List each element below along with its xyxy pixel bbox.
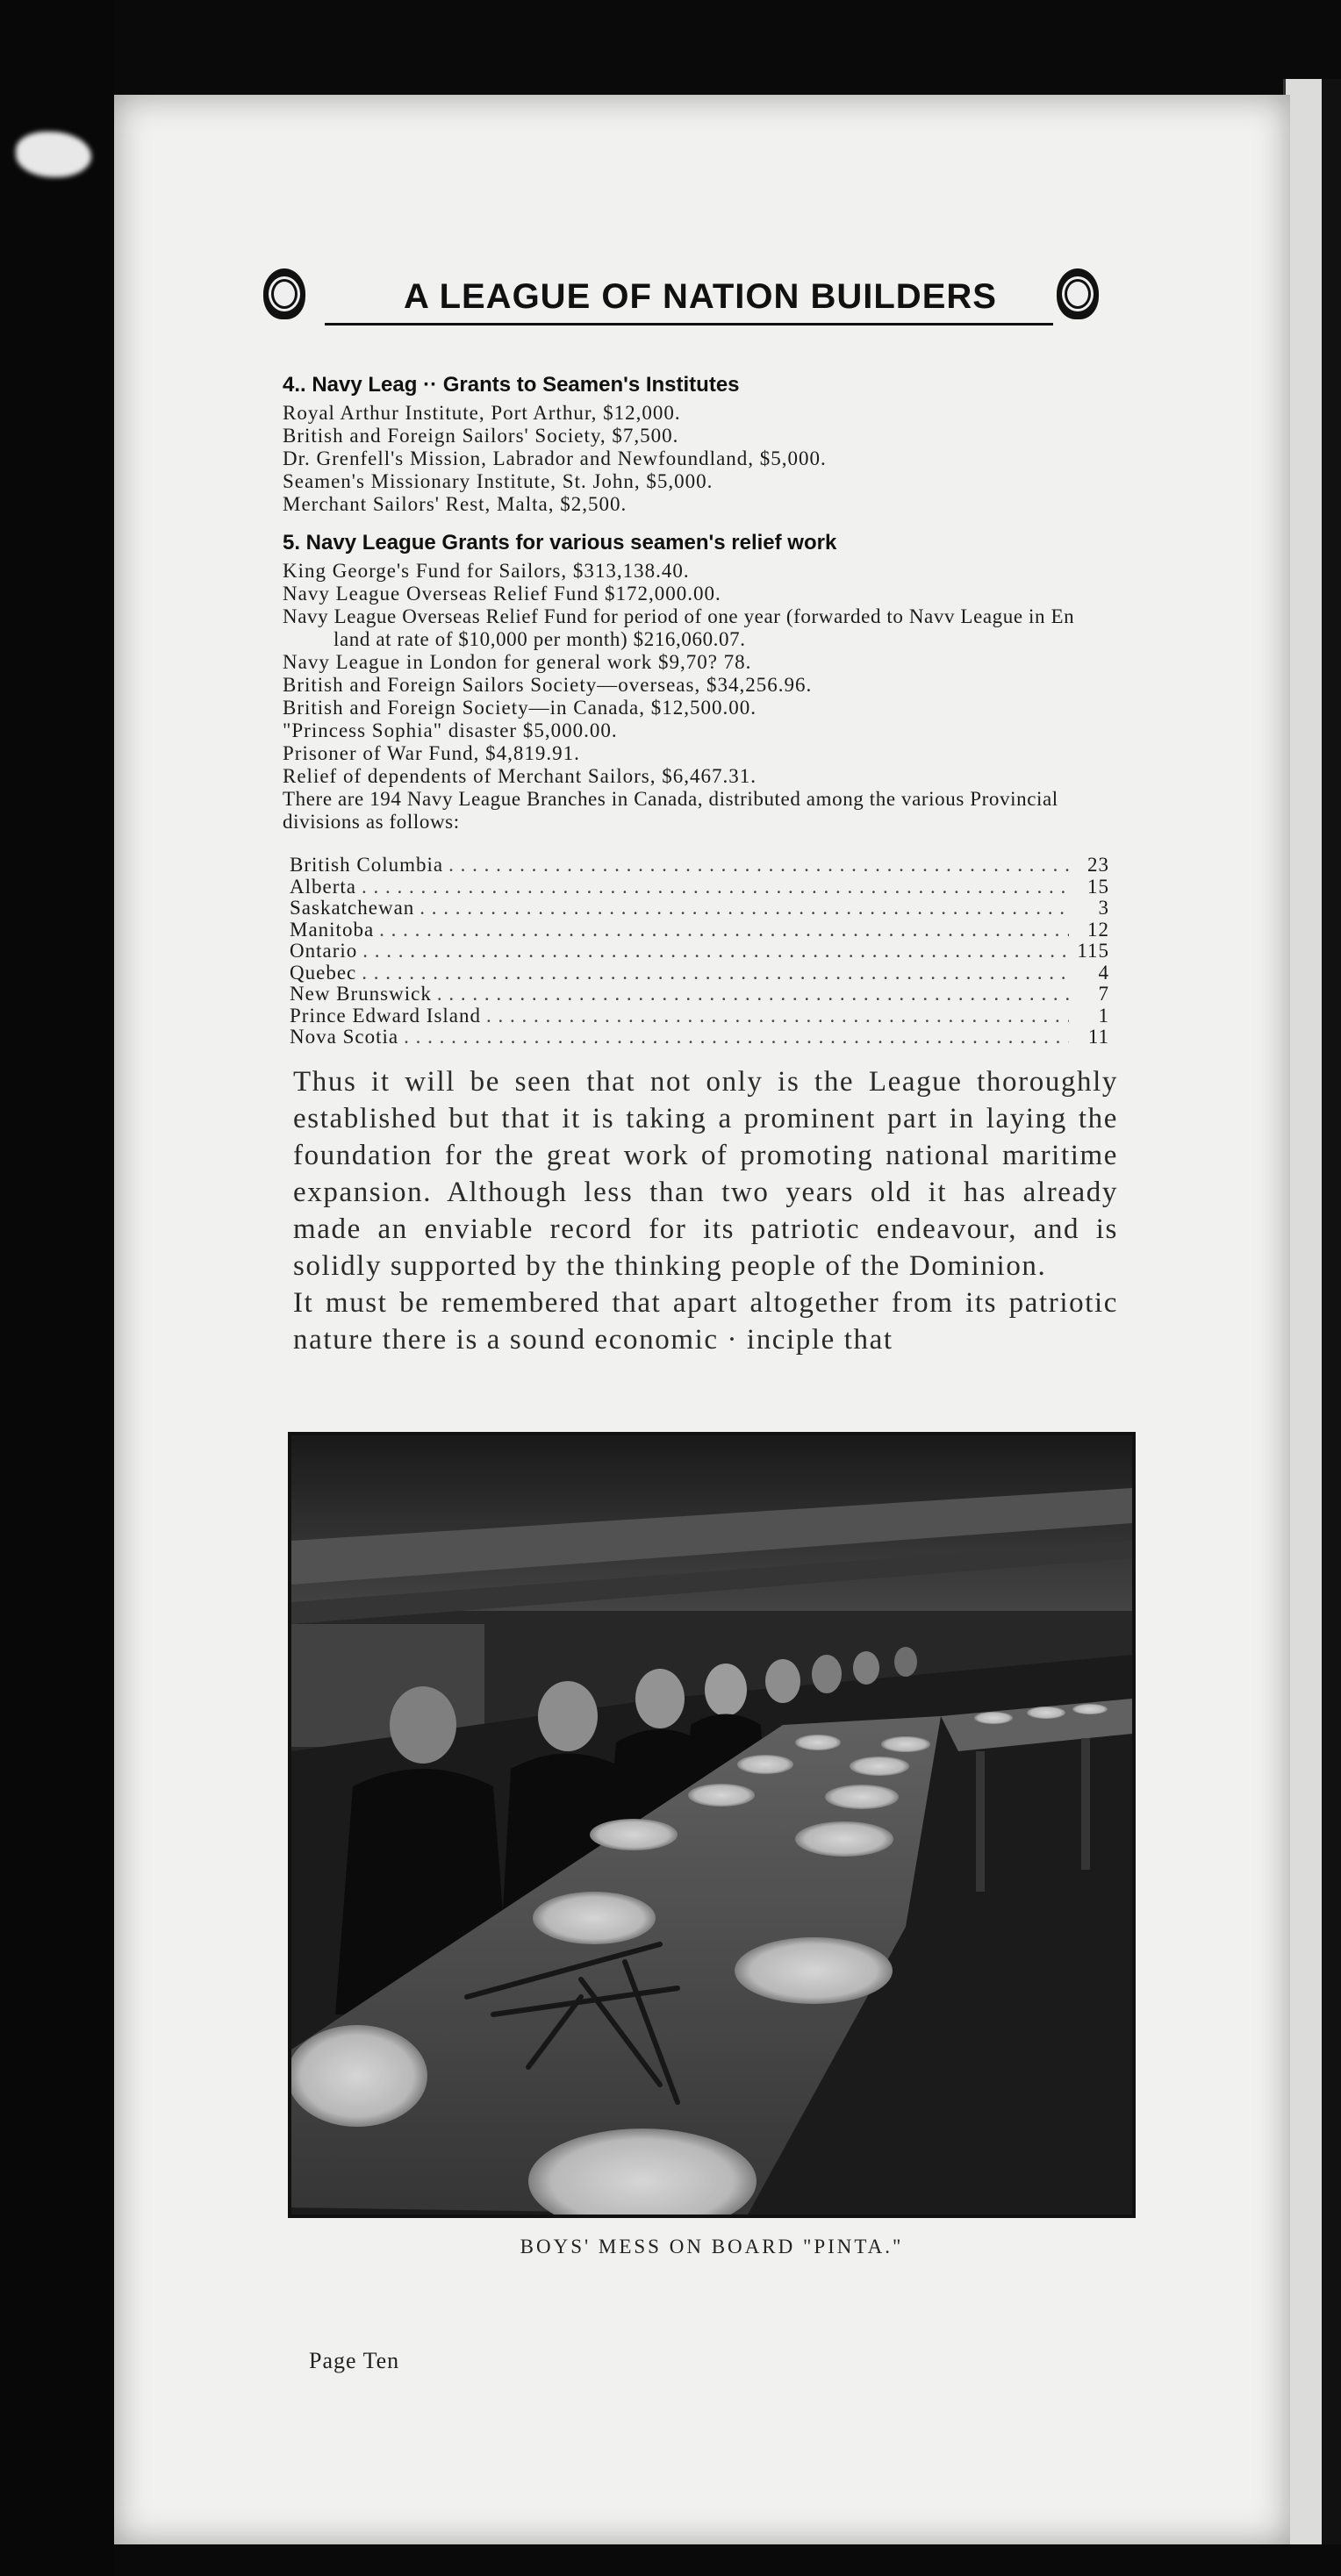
relief-line: Relief of dependents of Merchant Sailors, $6,467.31. xyxy=(283,765,757,787)
grant-line: Royal Arthur Institute, Port Arthur, $12,000. xyxy=(283,402,681,424)
branch-count: 115 xyxy=(1077,940,1109,962)
branch-count: 15 xyxy=(1087,875,1109,898)
body-paragraph: It must be remembered that apart altogether from its patriotic nature there is a sound economic · inciple that xyxy=(293,1287,1118,1356)
scan-background-right xyxy=(1322,79,1341,2576)
relief-line: "Princess Sophia" disaster $5,000.00. xyxy=(283,719,618,741)
province-name: Alberta xyxy=(290,875,356,898)
scan-background-bottom xyxy=(114,2544,1341,2576)
province-row xyxy=(290,1027,1109,1048)
province-name: Ontario xyxy=(290,940,358,962)
relief-line: Navy League Overseas Relief Fund for period of one year (forwarded to Navv League in En land at rate of $10,000 per month) $216,060.07. xyxy=(283,605,1075,650)
province-name: Nova Scotia xyxy=(290,1026,399,1048)
body-text xyxy=(293,1063,1118,1358)
province-name: Quebec xyxy=(290,961,357,984)
branch-count: 11 xyxy=(1087,1026,1109,1048)
mess-hall-photo xyxy=(291,1435,1132,2215)
branch-count: 23 xyxy=(1087,854,1109,876)
leader-dots xyxy=(437,984,1069,1005)
section-5-heading: 5. Navy League Grants for various seamen's relief work xyxy=(283,531,837,555)
province-name: Saskatchewan xyxy=(290,897,415,919)
leader-dots xyxy=(486,1005,1069,1027)
leader-dots xyxy=(448,855,1069,877)
grant-line: Seamen's Missionary Institute, St. John, $5,000. xyxy=(283,470,714,492)
branch-count: 4 xyxy=(1098,961,1109,984)
leader-dots xyxy=(362,962,1069,984)
province-row xyxy=(290,941,1109,962)
branch-count: 12 xyxy=(1087,918,1109,941)
province-name: Prince Edward Island xyxy=(290,1004,481,1027)
province-row xyxy=(290,855,1109,877)
relief-line: British and Foreign Sailors Society—overseas, $34,256.96. xyxy=(283,674,813,696)
section-4 xyxy=(283,372,1108,516)
branch-count: 3 xyxy=(1098,897,1109,919)
grant-line: British and Foreign Sailors' Society, $7,500. xyxy=(283,425,679,447)
section-4-heading: 4.. Navy Leag ·· Grants to Seamen's Institutes xyxy=(283,373,740,397)
province-row xyxy=(290,877,1109,898)
leader-dots xyxy=(379,919,1069,941)
province-row xyxy=(290,898,1109,919)
crest-icon xyxy=(1057,268,1099,319)
province-list xyxy=(290,855,1109,1048)
relief-line: British and Foreign Society—in Canada, $12,500.00. xyxy=(283,697,757,719)
crest-icon xyxy=(263,268,305,319)
photograph xyxy=(288,1432,1136,2218)
relief-line: Navy League Overseas Relief Fund $172,000.00. xyxy=(283,583,721,605)
photo-caption: BOYS' MESS ON BOARD "PINTA." xyxy=(520,2236,904,2258)
relief-line: Prisoner of War Fund, $4,819.91. xyxy=(283,742,580,764)
branch-count: 1 xyxy=(1098,1004,1109,1027)
province-row xyxy=(290,962,1109,984)
leader-dots xyxy=(420,898,1069,919)
leader-dots xyxy=(362,941,1069,962)
body-paragraph: Thus it will be seen that not only is the League thoroughly established but that it is taking a prominent part in laying the foundation for the great work of promoting national maritime expansion. Although less than two years old it has already made an enviable record for its patriotic endeavour, and is solidly supported by the thinking people of the Dominion. xyxy=(293,1066,1118,1282)
province-row xyxy=(290,984,1109,1005)
leader-dots xyxy=(362,877,1069,898)
grant-line: Dr. Grenfell's Mission, Labrador and Newfoundland, $5,000. xyxy=(283,447,827,469)
province-row xyxy=(290,919,1109,941)
branch-count: 7 xyxy=(1098,983,1109,1005)
leader-dots xyxy=(404,1027,1069,1048)
province-name: New Brunswick xyxy=(290,983,432,1005)
section-5 xyxy=(283,530,1108,834)
page-title: A LEAGUE OF NATION BUILDERS xyxy=(404,277,997,316)
relief-line: King George's Fund for Sailors, $313,138.40. xyxy=(283,560,690,582)
grant-line: Merchant Sailors' Rest, Malta, $2,500. xyxy=(283,493,627,515)
relief-line: Navy League in London for general work $9,70? 78. xyxy=(283,651,752,673)
page-number: Page Ten xyxy=(309,2348,400,2373)
province-name: Manitoba xyxy=(290,918,375,941)
title-underline xyxy=(325,323,1053,326)
scan-background-left xyxy=(0,0,114,2576)
branches-intro: There are 194 Navy League Branches in Canada, distributed among the various Provincial divisions as follows: xyxy=(283,788,1058,833)
page-header xyxy=(149,263,1115,333)
province-name: British Columbia xyxy=(290,854,444,876)
province-row xyxy=(290,1005,1109,1027)
